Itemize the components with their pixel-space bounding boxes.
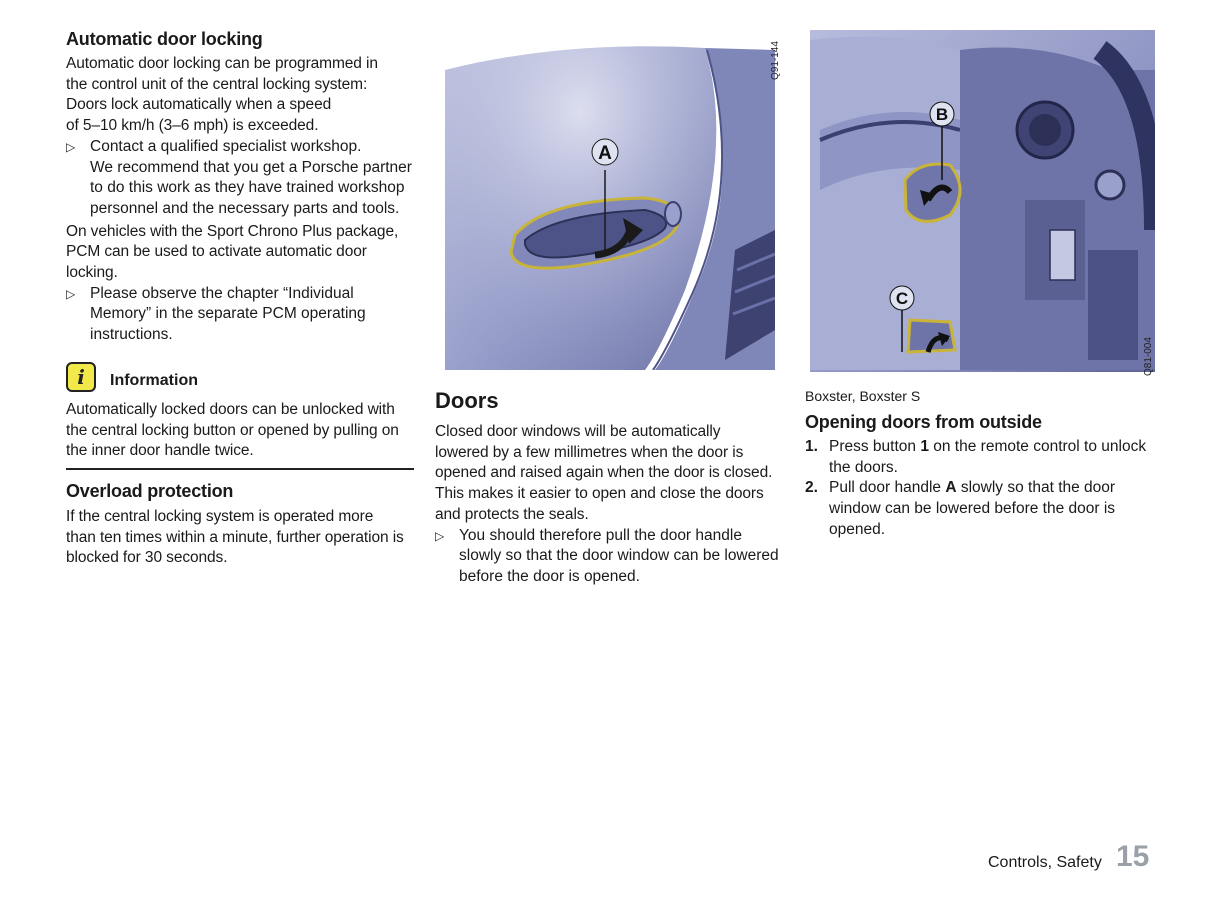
doors-line: Closed door windows will be automatically [435, 423, 721, 440]
step-key: 1 [920, 438, 929, 455]
doors-section [435, 388, 785, 588]
bullet-line: to do this work as they have trained workshop [90, 179, 405, 197]
step-item [805, 437, 1155, 478]
overload-line: If the central locking system is operated more [66, 508, 374, 525]
slow-pull-bullet [435, 526, 785, 588]
interior-door-illustration [810, 30, 1155, 372]
footer-section-label: Controls, Safety [988, 854, 1102, 871]
doors-heading: Doors [435, 388, 499, 413]
doors-line: and protects the seals. [435, 505, 589, 523]
pcm-bullet [66, 284, 414, 346]
auto-lock-line: of 5–10 km/h (3–6 mph) is exceeded. [66, 117, 319, 135]
auto-lock-line: Doors lock automatically when a speed [66, 96, 332, 114]
overload-line: blocked for 30 seconds. [66, 549, 228, 567]
bullet-line: before the door is opened. [459, 567, 640, 585]
bullet-line: personnel and the necessary parts and tools. [90, 199, 400, 217]
workshop-bullet [66, 137, 414, 220]
auto-lock-line: the control unit of the central locking system: [66, 75, 368, 93]
step-text: opened. [829, 520, 886, 538]
overload-section [66, 481, 414, 569]
step-text: on the remote control to unlock [928, 438, 1147, 455]
step-key: A [945, 479, 957, 497]
door-exterior-svg [445, 30, 775, 370]
triangle-bullet-icon: ▷ [66, 286, 76, 301]
auto-lock-line: Automatic door locking can be programmed in [66, 55, 378, 72]
information-title: Information [110, 372, 198, 389]
page-number: 15 [1116, 840, 1150, 873]
step-text: Press button [829, 438, 921, 455]
opening-section [805, 388, 1155, 541]
callout-a: A [598, 143, 612, 164]
step-text: the doors. [829, 458, 898, 476]
doors-line: This makes it easier to open and close the doors [435, 485, 764, 503]
sport-chrono-line: On vehicles with the Sport Chrono Plus package, [66, 222, 399, 240]
step-text: window can be lowered before the door is [829, 500, 1116, 518]
information-line: Automatically locked doors can be unlocked with [66, 401, 395, 418]
sport-chrono-line: PCM can be used to activate automatic door [66, 243, 367, 261]
figure-code-q81: Q81-004 [1143, 337, 1154, 376]
doors-line: lowered by a few millimetres when the door is [435, 443, 744, 461]
information-line: the central locking button or opened by pulling on [66, 421, 399, 439]
bullet-line: We recommend that you get a Porsche partner [90, 158, 412, 176]
callout-c: C [895, 289, 909, 308]
overload-heading: Overload protection [66, 481, 234, 501]
door-interior-svg [810, 30, 1155, 372]
step-number: 1. [805, 438, 818, 455]
information-box [66, 362, 414, 470]
opening-heading: Opening doors from outside [805, 412, 1042, 432]
auto-lock-section [66, 29, 414, 346]
bullet-line: Memory” in the separate PCM operating [90, 305, 366, 323]
step-text: Pull door handle [829, 479, 946, 497]
bullet-line: Contact a qualified specialist workshop. [90, 137, 362, 155]
triangle-bullet-icon: ▷ [66, 139, 76, 154]
step-item [805, 478, 1155, 540]
step-number: 2. [805, 479, 818, 497]
auto-lock-heading: Automatic door locking [66, 29, 263, 49]
figure-code-q91: Q91-144 [770, 41, 781, 80]
divider [66, 468, 414, 470]
callout-b: B [935, 105, 949, 124]
bullet-line: You should therefore pull the door handle [459, 526, 742, 544]
information-line: the inner door handle twice. [66, 442, 254, 460]
doors-line: opened and raised again when the door is closed. [435, 464, 773, 482]
bullet-line: instructions. [90, 326, 173, 344]
bullet-line: slowly so that the door window can be lowered [459, 547, 779, 565]
overload-line: than ten times within a minute, further operation is [66, 528, 404, 546]
information-icon: i [66, 362, 96, 392]
bullet-line: Please observe the chapter “Individual [90, 284, 354, 302]
door-handle-illustration [445, 30, 775, 370]
step-text: slowly so that the door [956, 479, 1116, 497]
figure-caption: Boxster, Boxster S [805, 388, 921, 404]
triangle-bullet-icon: ▷ [435, 528, 445, 543]
sport-chrono-line: locking. [66, 264, 118, 282]
